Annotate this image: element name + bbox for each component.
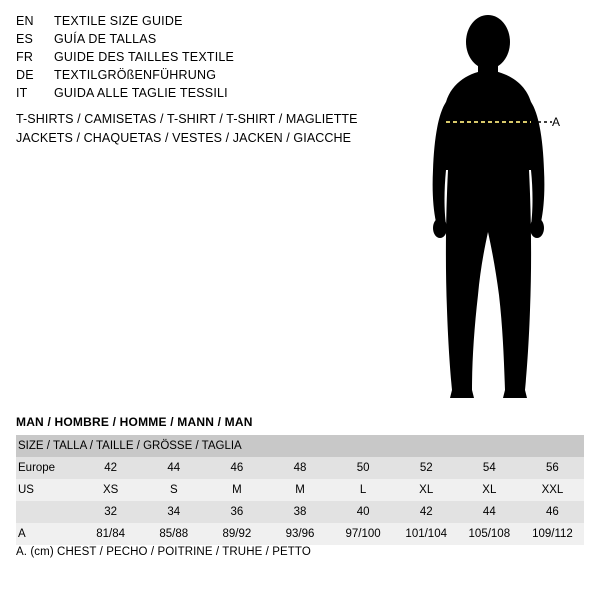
cell: 101/104 [395,523,458,545]
cell: M [268,479,331,501]
size-table [16,435,584,545]
cell: 56 [521,457,584,479]
cell: 52 [395,457,458,479]
cell: XS [79,479,142,501]
cell: 54 [458,457,521,479]
size-table-block [16,415,584,545]
language-row [16,14,416,32]
cell: 97/100 [332,523,395,545]
cell: L [332,479,395,501]
cell: 50 [332,457,395,479]
cell: XL [458,479,521,501]
table-row [16,523,584,545]
table-row [16,457,584,479]
table-row [16,479,584,501]
cell: 40 [332,501,395,523]
cell: 44 [142,457,205,479]
cell: 81/84 [79,523,142,545]
category-jackets: JACKETS / CHAQUETAS / VESTES / JACKEN / GIACCHE [16,131,352,145]
row-label: A [16,523,79,545]
garment-category-list [16,110,436,148]
language-title: GUÍA DE TALLAS [54,32,157,46]
table-header-label: SIZE / TALLA / TAILLE / GRÖSSE / TAGLIA [16,435,584,457]
language-title: GUIDE DES TAILLES TEXTILE [54,50,235,64]
category-tshirts: T-SHIRTS / CAMISETAS / T-SHIRT / T-SHIRT / MAGLIETTE [16,112,358,126]
language-code: FR [16,50,34,64]
table-header-row [16,435,584,457]
table-row [16,501,584,523]
cell: 42 [79,457,142,479]
cell: 32 [79,501,142,523]
row-label: Europe [16,457,79,479]
row-label [16,501,79,523]
language-title: GUIDA ALLE TAGLIE TESSILI [54,86,228,100]
cell: 85/88 [142,523,205,545]
male-figure-illustration [400,10,600,410]
cell: 109/112 [521,523,584,545]
measurement-footnote: A. (cm) CHEST / PECHO / POITRINE / TRUHE / PETTO [16,546,311,558]
cell: XXL [521,479,584,501]
language-code: ES [16,32,34,46]
cell: 105/108 [458,523,521,545]
cell: 36 [205,501,268,523]
language-title: TEXTILE SIZE GUIDE [54,14,183,28]
cell: XL [395,479,458,501]
language-code: IT [16,86,28,100]
cell: 34 [142,501,205,523]
language-row [16,68,416,86]
cell: 48 [268,457,331,479]
cell: S [142,479,205,501]
male-silhouette-icon [400,10,600,410]
language-code: EN [16,14,34,28]
cell: 44 [458,501,521,523]
language-row [16,86,416,104]
cell: 93/96 [268,523,331,545]
cell: M [205,479,268,501]
language-title: TEXTILGRÖßENFÜHRUNG [54,68,217,82]
cell: 46 [521,501,584,523]
row-label: US [16,479,79,501]
language-row [16,32,416,50]
gender-heading: MAN / HOMBRE / HOMME / MANN / MAN [16,415,253,429]
measure-label-a: A [552,115,561,129]
language-row [16,50,416,68]
language-title-list [16,14,416,104]
language-code: DE [16,68,34,82]
cell: 46 [205,457,268,479]
cell: 89/92 [205,523,268,545]
cell: 42 [395,501,458,523]
cell: 38 [268,501,331,523]
